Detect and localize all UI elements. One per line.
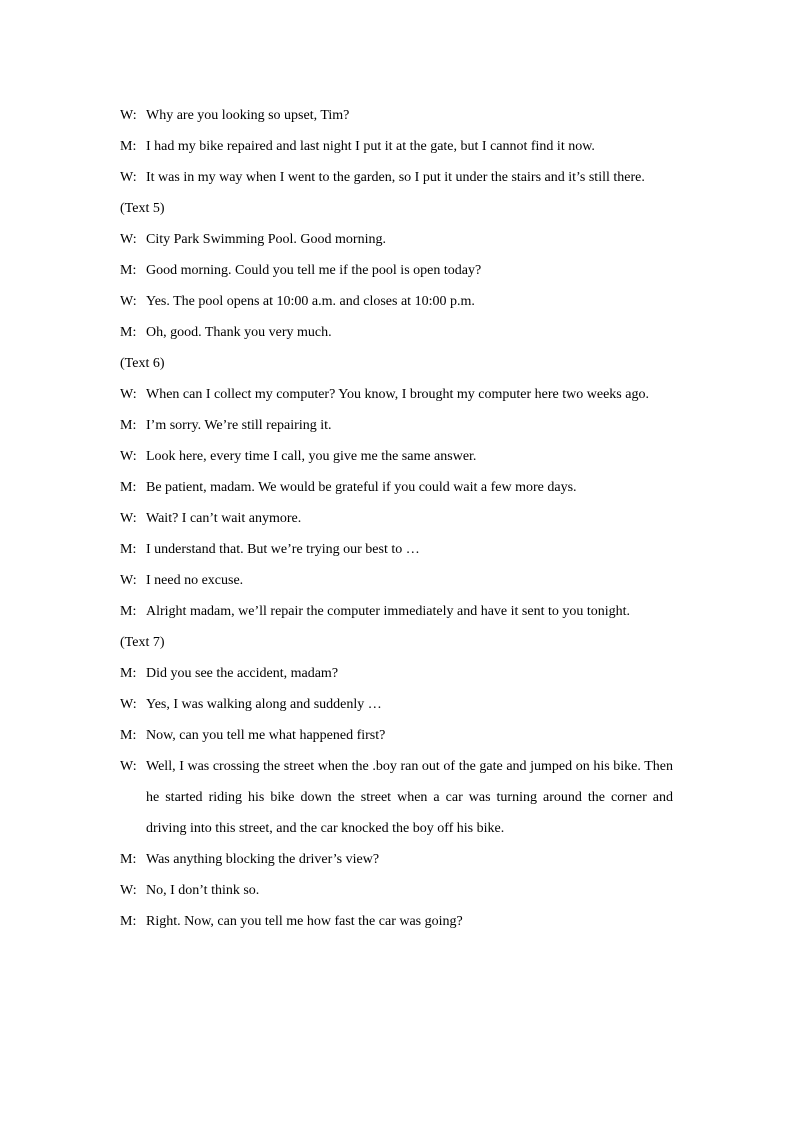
dialog-line bbox=[120, 410, 673, 441]
dialog-line bbox=[120, 379, 673, 410]
speaker-label: M: bbox=[120, 542, 137, 557]
dialog-line bbox=[120, 751, 673, 844]
dialog-line bbox=[120, 875, 673, 906]
dialog-line bbox=[120, 565, 673, 596]
speaker-label: M: bbox=[120, 728, 137, 743]
dialog-line bbox=[120, 317, 673, 348]
dialog-text: Good morning. Could you tell me if the pool is open today? bbox=[146, 263, 482, 278]
dialog-line bbox=[120, 162, 673, 193]
dialog-text: I need no excuse. bbox=[146, 573, 244, 588]
dialog-text: City Park Swimming Pool. Good morning. bbox=[146, 232, 386, 247]
speaker-label: W: bbox=[120, 883, 137, 898]
dialog-line bbox=[120, 596, 673, 627]
dialog-line bbox=[120, 720, 673, 751]
speaker-label: W: bbox=[120, 387, 137, 402]
dialog-text: I had my bike repaired and last night I put it at the gate, but I cannot find it now. bbox=[146, 139, 595, 154]
speaker-label: M: bbox=[120, 325, 137, 340]
speaker-label: W: bbox=[120, 294, 137, 309]
speaker-label: M: bbox=[120, 418, 137, 433]
speaker-label: W: bbox=[120, 759, 137, 774]
dialog-transcript bbox=[120, 100, 673, 937]
speaker-label: M: bbox=[120, 604, 137, 619]
dialog-line bbox=[120, 906, 673, 937]
section-heading: (Text 5) bbox=[120, 201, 165, 216]
section-heading: (Text 6) bbox=[120, 356, 165, 371]
dialog-line bbox=[120, 689, 673, 720]
speaker-label: W: bbox=[120, 232, 137, 247]
speaker-label: W: bbox=[120, 170, 137, 185]
dialog-text: Why are you looking so upset, Tim? bbox=[146, 108, 350, 123]
section-heading: (Text 7) bbox=[120, 635, 165, 650]
dialog-line bbox=[120, 255, 673, 286]
speaker-label: W: bbox=[120, 697, 137, 712]
dialog-line bbox=[120, 534, 673, 565]
dialog-text: Oh, good. Thank you very much. bbox=[146, 325, 332, 340]
dialog-text: Well, I was crossing the street when the .boy ran out of the gate and jumped on his bike. Then he started riding his bike down the street when a car was turning around the corner and driving into this street, and the car knocked the boy off his bike. bbox=[146, 759, 673, 836]
dialog-text: It was in my way when I went to the garden, so I put it under the stairs and it’s still there. bbox=[146, 170, 645, 185]
dialog-text: Alright madam, we’ll repair the computer immediately and have it sent to you tonight. bbox=[146, 604, 631, 619]
speaker-label: M: bbox=[120, 263, 137, 278]
speaker-label: W: bbox=[120, 449, 137, 464]
dialog-text: Yes. The pool opens at 10:00 a.m. and closes at 10:00 p.m. bbox=[146, 294, 475, 309]
dialog-line bbox=[120, 844, 673, 875]
dialog-text: Right. Now, can you tell me how fast the car was going? bbox=[146, 914, 463, 929]
speaker-label: M: bbox=[120, 914, 137, 929]
dialog-text: I understand that. But we’re trying our best to … bbox=[146, 542, 420, 557]
dialog-text: When can I collect my computer? You know, I brought my computer here two weeks ago. bbox=[146, 387, 649, 402]
dialog-text: Did you see the accident, madam? bbox=[146, 666, 339, 681]
dialog-text: Wait? I can’t wait anymore. bbox=[146, 511, 302, 526]
speaker-label: M: bbox=[120, 852, 137, 867]
dialog-line bbox=[120, 224, 673, 255]
dialog-text: Now, can you tell me what happened first? bbox=[146, 728, 386, 743]
speaker-label: W: bbox=[120, 573, 137, 588]
speaker-label: M: bbox=[120, 139, 137, 154]
dialog-line bbox=[120, 503, 673, 534]
speaker-label: M: bbox=[120, 666, 137, 681]
dialog-line bbox=[120, 286, 673, 317]
dialog-line bbox=[120, 131, 673, 162]
dialog-text: Be patient, madam. We would be grateful if you could wait a few more days. bbox=[146, 480, 577, 495]
speaker-label: W: bbox=[120, 108, 137, 123]
dialog-text: Look here, every time I call, you give me the same answer. bbox=[146, 449, 477, 464]
dialog-text: Yes, I was walking along and suddenly … bbox=[146, 697, 382, 712]
speaker-label: W: bbox=[120, 511, 137, 526]
dialog-line bbox=[120, 441, 673, 472]
dialog-text: No, I don’t think so. bbox=[146, 883, 260, 898]
speaker-label: M: bbox=[120, 480, 137, 495]
dialog-line bbox=[120, 472, 673, 503]
dialog-line bbox=[120, 658, 673, 689]
dialog-text: Was anything blocking the driver’s view? bbox=[146, 852, 380, 867]
dialog-text: I’m sorry. We’re still repairing it. bbox=[146, 418, 332, 433]
dialog-line bbox=[120, 100, 673, 131]
